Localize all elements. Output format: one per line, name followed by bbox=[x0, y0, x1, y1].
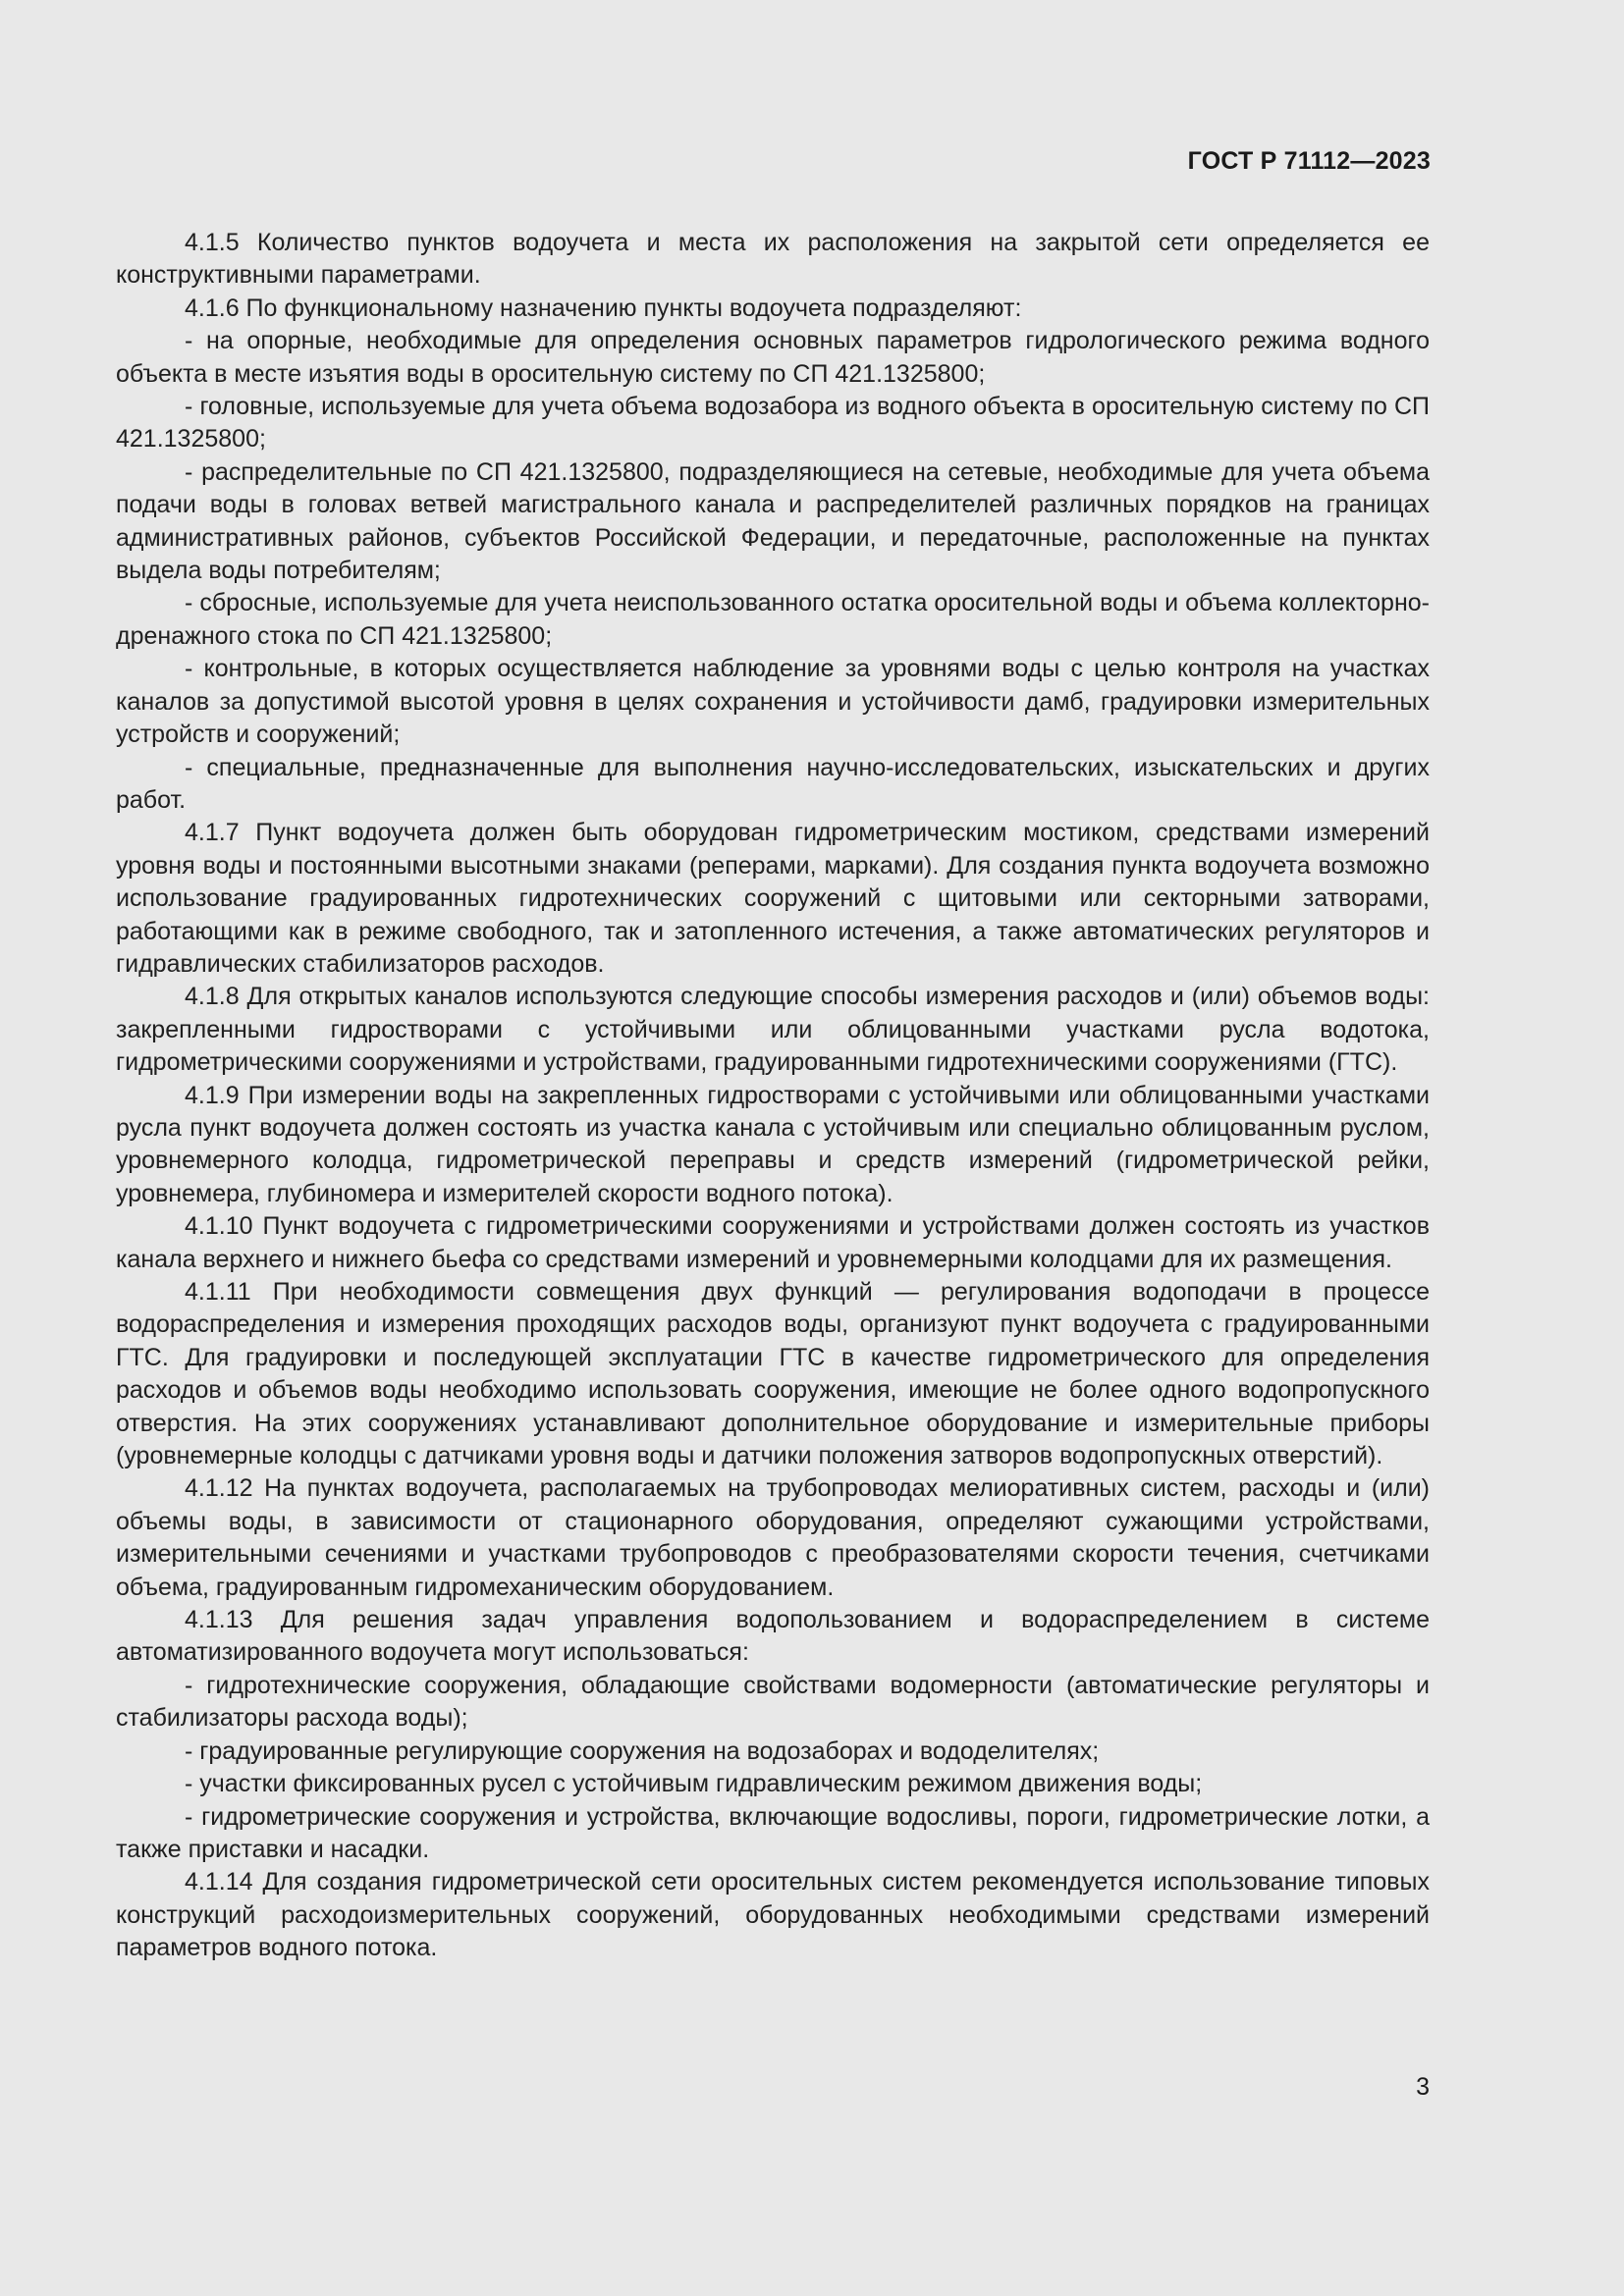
page-number: 3 bbox=[1416, 2073, 1430, 2101]
list-item: - гидрометрические сооружения и устройства, включающие водосливы, пороги, гидрометрические лотки, а также приставки и насадки. bbox=[116, 1802, 1430, 1863]
document-body bbox=[116, 227, 1430, 1965]
list-item: - распределительные по СП 421.1325800, подразделяющиеся на сетевые, необходимые для учета объема подачи воды в головах ветвей магистрального канала и распределителей различных порядков на границах административных районов, субъектов Российской Федерации, и передаточные, расположенные на пунктах выдела воды потребителям; bbox=[116, 457, 1430, 585]
document-code: ГОСТ Р 71112—2023 bbox=[1187, 147, 1431, 175]
paragraph: 4.1.13 Для решения задач управления водопользованием и водораспределением в системе автоматизированного водоучета могут использоваться: bbox=[116, 1606, 1430, 1667]
paragraph: 4.1.11 При необходимости совмещения двух функций — регулирования водоподачи в процессе водораспределения и измерения проходящих расходов воды, организуют пункт водоучета с градуированными ГТС. Для градуировки и последующей эксплуатации ГТС в качестве гидрометрического для определения расходов и объемов воды необходимо использовать сооружения, имеющие не более одного водопропускного отверстия. На этих сооружениях устанавливают дополнительное оборудование и измерительные приборы (уровнемерные колодцы с датчиками уровня воды и датчики положения затворов водопропускных отверстий). bbox=[116, 1278, 1430, 1470]
list-item: - головные, используемые для учета объема водозабора из водного объекта в оросительную систему по СП 421.1325800; bbox=[116, 393, 1430, 454]
paragraph: 4.1.9 При измерении воды на закрепленных гидростворами с устойчивыми или облицованными участками русла пункт водоучета должен состоять из участка канала с устойчивым или специально облицованным руслом, уровнемерного колодца, гидрометрической переправы и средств измерений (гидрометрической рейки, уровнемера, глубиномера и измерителей скорости водного потока). bbox=[116, 1081, 1430, 1207]
list-item: - контрольные, в которых осуществляется наблюдение за уровнями воды с целью контроля на участках каналов за допустимой высотой уровня в целях сохранения и устойчивости дамб, градуировки измерительных устройств и сооружений; bbox=[116, 655, 1430, 749]
paragraph: 4.1.8 Для открытых каналов используются следующие способы измерения расходов и (или) объемов воды: закрепленными гидростворами с устойчивыми или облицованными участками русла водотока, гидрометрическими сооружениями и устройствами, градуированными гидротехническими сооружениями (ГТС). bbox=[116, 983, 1430, 1077]
list-item: - градуированные регулирующие сооружения на водозаборах и вододелителях; bbox=[185, 1736, 1100, 1765]
list-item: - гидротехнические сооружения, обладающие свойствами водомерности (автоматические регуляторы и стабилизаторы расхода воды); bbox=[116, 1671, 1430, 1733]
list-item: - сбросные, используемые для учета неиспользованного остатка оросительной воды и объема коллекторно-дренажного стока по СП 421.1325800; bbox=[116, 589, 1430, 650]
paragraph: 4.1.5 Количество пунктов водоучета и места их расположения на закрытой сети определяется ее конструктивными параметрами. bbox=[116, 229, 1430, 290]
list-item: - специальные, предназначенные для выполнения научно-исследовательских, изыскательских и других работ. bbox=[116, 753, 1430, 814]
paragraph: 4.1.10 Пункт водоучета с гидрометрическими сооружениями и устройствами должен состоять из участков канала верхнего и нижнего бьефа со средствами измерений и уровнемерными колодцами для их размещения. bbox=[116, 1212, 1430, 1273]
paragraph: 4.1.6 По функциональному назначению пункты водоучета подразделяют: bbox=[185, 294, 1022, 322]
paragraph: 4.1.7 Пункт водоучета должен быть оборудован гидрометрическим мостиком, средствами измерений уровня воды и постоянными высотными знаками (реперами, марками). Для создания пункта водоучета возможно использование градуированных гидротехнических сооружений с щитовыми или секторными затворами, работающими как в режиме свободного, так и затопленного истечения, а также автоматических регуляторов и гидравлических стабилизаторов расходов. bbox=[116, 819, 1430, 978]
paragraph: 4.1.14 Для создания гидрометрической сети оросительных систем рекомендуется использование типовых конструкций расходоизмерительных сооружений, оборудованных необходимыми средствами измерений параметров водного потока. bbox=[116, 1868, 1430, 1962]
list-item: - на опорные, необходимые для определения основных параметров гидрологического режима водного объекта в месте изъятия воды в оросительную систему по СП 421.1325800; bbox=[116, 327, 1430, 388]
paragraph: 4.1.12 На пунктах водоучета, располагаемых на трубопроводах мелиоративных систем, расходы и (или) объемы воды, в зависимости от стационарного оборудования, определяют сужающими устройствами, измерительными сечениями и участками трубопроводов с преобразователями скорости течения, счетчиками объема, градуированным гидромеханическим оборудованием. bbox=[116, 1474, 1430, 1601]
list-item: - участки фиксированных русел с устойчивым гидравлическим режимом движения воды; bbox=[185, 1770, 1203, 1798]
